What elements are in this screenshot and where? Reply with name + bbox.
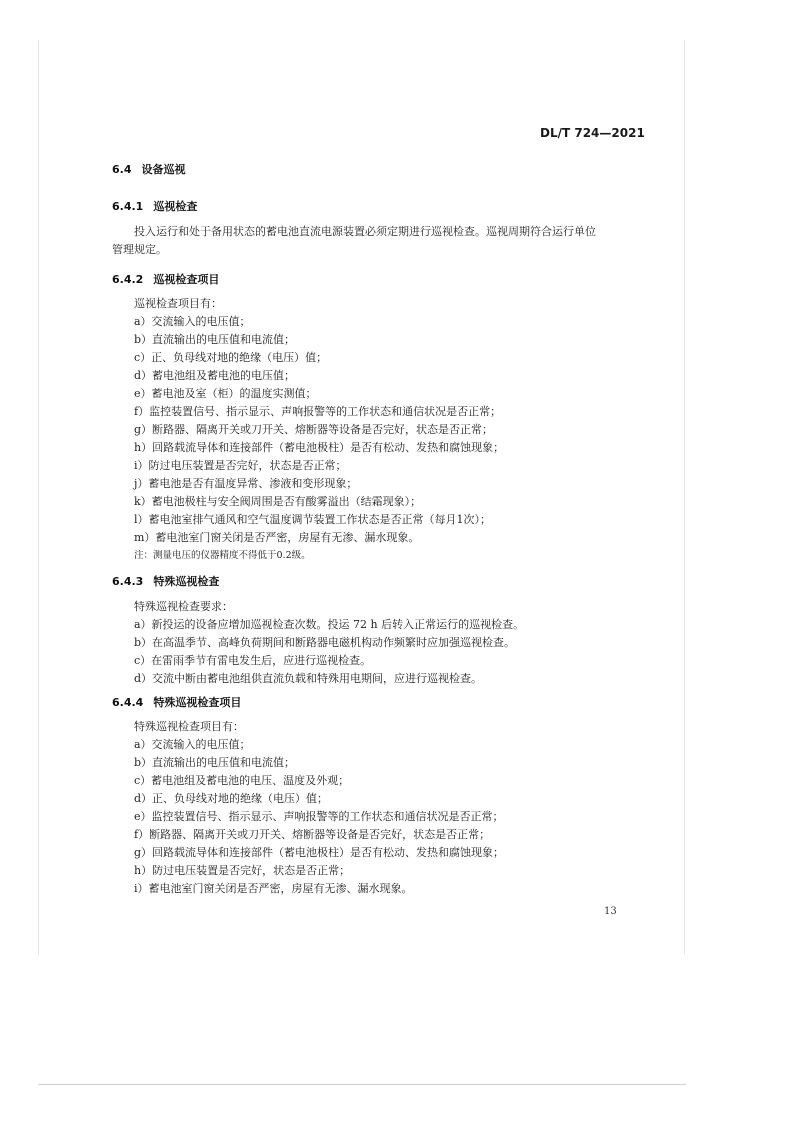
page-left-edge [38, 40, 39, 955]
list-item: k）蓄电池极柱与安全阀周围是否有酸雾溢出（结霜现象）； [134, 495, 422, 508]
list-item: l）蓄电池室排气通风和空气温度调节装置工作状态是否正常（每月1次）； [134, 513, 492, 526]
list-intro: 特殊巡视检查项目有： [134, 720, 244, 733]
section-6-4-2-heading [112, 271, 219, 287]
list-intro: 巡视检查项目有： [134, 297, 222, 310]
paragraph-line: 管理规定。 [112, 243, 167, 256]
list-item: h）回路载流导体和连接部件（蓄电池极柱）是否有松动、发热和腐蚀现象； [134, 441, 505, 454]
list-item: i）防过电压装置是否完好，状态是否正常； [134, 459, 347, 472]
list-item: d）正、负母线对地的绝缘（电压）值； [134, 792, 329, 805]
note: 注：测量电压的仪器精度不得低于0.2级。 [134, 550, 311, 561]
section-number: 6.4.1 [112, 200, 144, 213]
list-item: a）新投运的设备应增加巡视检查次数。投运 72 h 后转入正常运行的巡视检查。 [134, 618, 525, 631]
list-item: c）正、负母线对地的绝缘（电压）值； [134, 351, 328, 364]
list-item: d）蓄电池组及蓄电池的电压值； [134, 369, 296, 382]
paragraph-line: 投入运行和处于备用状态的蓄电池直流电源装置必须定期进行巡视检查。巡视周期符合运行单位 [134, 225, 596, 238]
section-6-4-1-heading [112, 198, 197, 214]
bottom-divider [38, 1084, 686, 1085]
document-code: DL/T 724—2021 [540, 126, 645, 140]
list-item: f）断路器、隔离开关或刀开关、熔断器等设备是否完好，状态是否正常； [134, 828, 491, 841]
list-item: e）监控装置信号、指示显示、声响报警等的工作状态和通信状况是否正常； [134, 810, 504, 823]
list-item: c）在雷雨季节有雷电发生后，应进行巡视检查。 [134, 654, 372, 667]
list-item: e）蓄电池及室（柜）的温度实测值； [134, 387, 317, 400]
list-item: j）蓄电池是否有温度异常、渗液和变形现象； [134, 477, 358, 490]
page-number: 13 [604, 906, 617, 917]
list-item: a）交流输入的电压值； [134, 315, 251, 328]
list-item: f）监控装置信号、指示显示、声响报警等的工作状态和通信状况是否正常； [134, 405, 502, 418]
section-title: 巡视检查 [153, 200, 198, 213]
section-6-4-4-heading [112, 694, 241, 710]
section-title: 特殊巡视检查项目 [153, 696, 242, 709]
list-item: d）交流中断由蓄电池组供直流负载和特殊用电期间，应进行巡视检查。 [134, 672, 483, 685]
list-item: b）在高温季节、高峰负荷期间和断路器电磁机构动作频繁时应加强巡视检查。 [134, 636, 516, 649]
list-item: h）防过电压装置是否完好，状态是否正常； [134, 864, 351, 877]
section-title: 设备巡视 [141, 163, 186, 176]
section-number: 6.4.2 [112, 273, 144, 286]
list-item: i）蓄电池室门窗关闭是否严密，房屋有无渗、漏水现象。 [134, 882, 413, 895]
list-item: b）直流输出的电压值和电流值； [134, 333, 296, 346]
section-title: 巡视检查项目 [153, 273, 220, 286]
section-number: 6.4.3 [112, 575, 144, 588]
section-6-4-3-heading [112, 573, 219, 589]
list-item: g）回路载流导体和连接部件（蓄电池极柱）是否有松动、发热和腐蚀现象； [134, 846, 505, 859]
section-6-4-heading [112, 161, 186, 177]
list-item: c）蓄电池组及蓄电池的电压、温度及外观； [134, 774, 350, 787]
list-item: m）蓄电池室门窗关闭是否严密，房屋有无渗、漏水现象。 [134, 531, 420, 544]
list-intro: 特殊巡视检查要求： [134, 600, 233, 613]
section-title: 特殊巡视检查 [153, 575, 220, 588]
section-number: 6.4.4 [112, 696, 144, 709]
section-number: 6.4 [112, 163, 132, 176]
list-item: a）交流输入的电压值； [134, 738, 251, 751]
list-item: b）直流输出的电压值和电流值； [134, 756, 296, 769]
list-item: g）断路器、隔离开关或刀开关、熔断器等设备是否完好，状态是否正常； [134, 423, 494, 436]
page-right-edge [684, 40, 685, 955]
